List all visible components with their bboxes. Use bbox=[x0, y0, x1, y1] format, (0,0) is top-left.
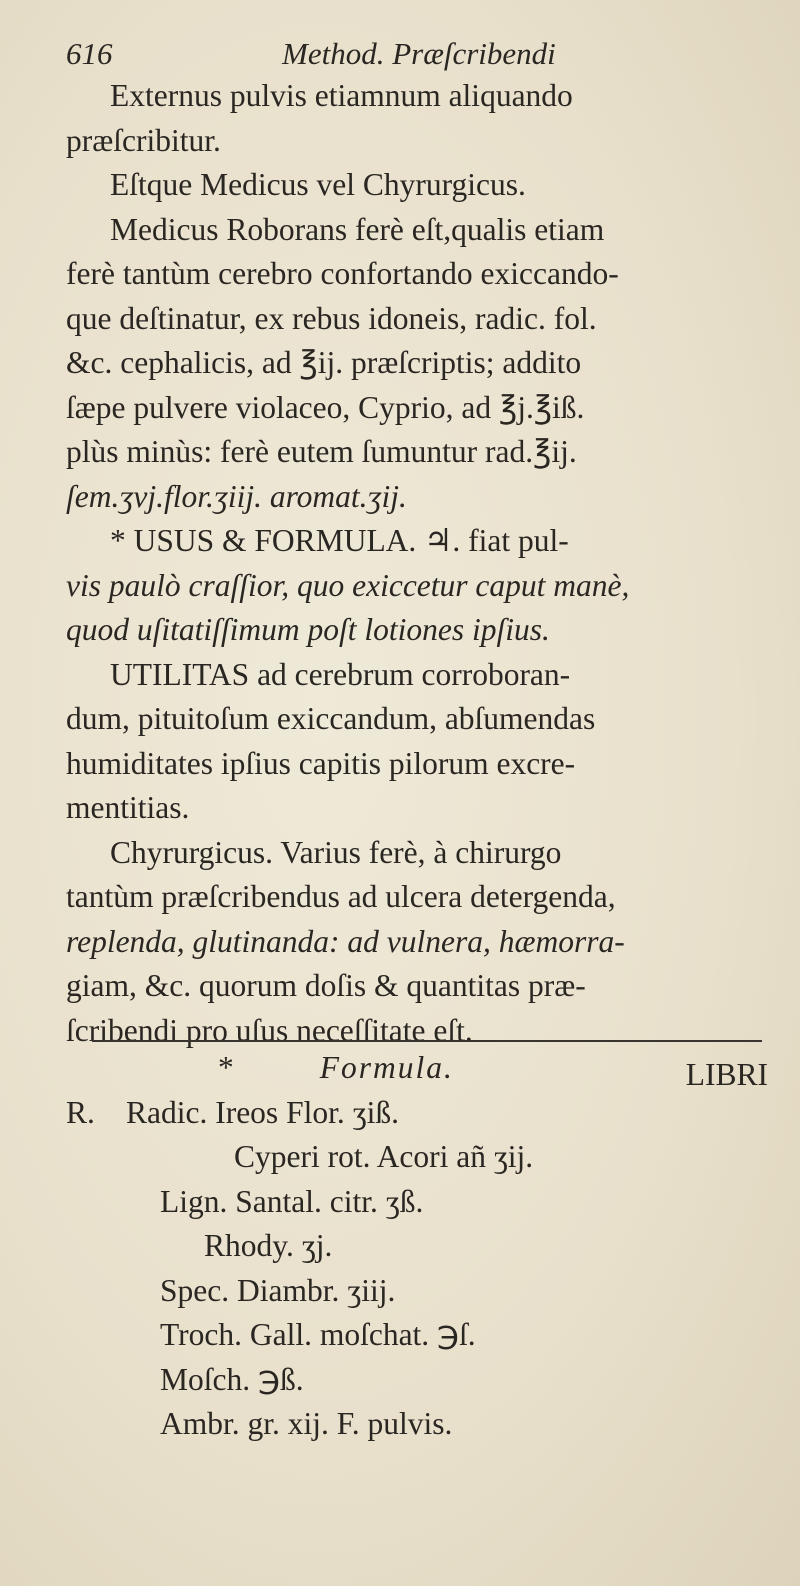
text-line: quod uſitatiſſimum poſt lotiones ipſius. bbox=[66, 612, 550, 647]
recipe-symbol: R. bbox=[66, 1094, 95, 1130]
text-line: replenda, glutinanda: ad vulnera, hæmorra- bbox=[66, 923, 625, 959]
text-line: &c. cephalicis, ad ℥ij. præſcriptis; addito bbox=[66, 345, 582, 380]
main-text bbox=[66, 74, 778, 1098]
text-line: giam, &c. quorum doſis & quantitas præ- bbox=[66, 968, 586, 1003]
text-line: Eſtque Medicus vel Chyrurgicus. bbox=[110, 167, 526, 202]
text-line: plùs minùs: ferè eutem ſumuntur rad.℥ij. bbox=[66, 434, 577, 469]
formula-line bbox=[66, 1091, 778, 1136]
text-line: ſcribendi pro uſus neceſſitate eſt. bbox=[66, 1012, 473, 1048]
text-line: humiditates ipſius capitis pilorum excre- bbox=[66, 745, 576, 781]
text-line: * USUS & FORMULA. ♃. fiat pul- bbox=[110, 523, 569, 558]
formula-ingredient: Spec. Diambr. ʒiij. bbox=[160, 1272, 396, 1308]
formula-ingredient: Rhody. ʒj. bbox=[204, 1228, 333, 1263]
formula-title-line bbox=[66, 1046, 778, 1091]
formula-title: Formula. bbox=[319, 1050, 454, 1085]
text-line: dum, pituitoſum exiccandum, abſumendas bbox=[66, 701, 596, 736]
formula-ingredient: Moſch. ℈ß. bbox=[160, 1361, 304, 1397]
text-line: Chyrurgicus. Varius ferè, à chirurgo bbox=[110, 834, 562, 870]
formula-ingredient: Ambr. gr. xij. F. pulvis. bbox=[160, 1406, 453, 1441]
text-line: ſæpe pulvere violaceo, Cyprio, ad ℥j.℥iß. bbox=[66, 389, 585, 425]
running-title: Method. Præſcribendi bbox=[282, 36, 556, 71]
formula-footnote bbox=[66, 1046, 778, 1447]
formula-ingredient: Cyperi rot. Acori añ ʒij. bbox=[234, 1139, 534, 1174]
page-header bbox=[66, 36, 766, 76]
text-line: que deſtinatur, ex rebus idoneis, radic. fol. bbox=[66, 300, 597, 336]
text-line: Externus pulvis etiamnum aliquando bbox=[110, 78, 573, 113]
formula-ingredient: Lign. Santal. citr. ʒß. bbox=[160, 1183, 424, 1219]
formula-ingredient: Troch. Gall. moſchat. ℈ſ. bbox=[160, 1317, 476, 1352]
catchword: LIBRI bbox=[685, 1057, 768, 1092]
text-line: tantùm præſcribendus ad ulcera detergenda, bbox=[66, 879, 616, 914]
text-line: Medicus Roborans ferè eſt,qualis etiam bbox=[110, 211, 605, 247]
text-line: UTILITAS ad cerebrum corroboran- bbox=[110, 656, 571, 692]
text-line: præſcribitur. bbox=[66, 122, 221, 158]
page-number: 616 bbox=[66, 36, 113, 71]
text-line: vis paulò craſſior, quo exiccetur caput manè, bbox=[66, 567, 630, 603]
text-line: ſem.ʒvj.flor.ʒiij. aromat.ʒij. bbox=[66, 478, 407, 514]
footnote-star: * bbox=[218, 1050, 236, 1085]
text-line: mentitias. bbox=[66, 790, 190, 825]
text-line: ferè tantùm cerebro confortando exiccando- bbox=[66, 256, 619, 291]
footnote-divider bbox=[92, 1040, 762, 1042]
formula-ingredient: Radic. Ireos Flor. ʒiß. bbox=[126, 1094, 399, 1130]
